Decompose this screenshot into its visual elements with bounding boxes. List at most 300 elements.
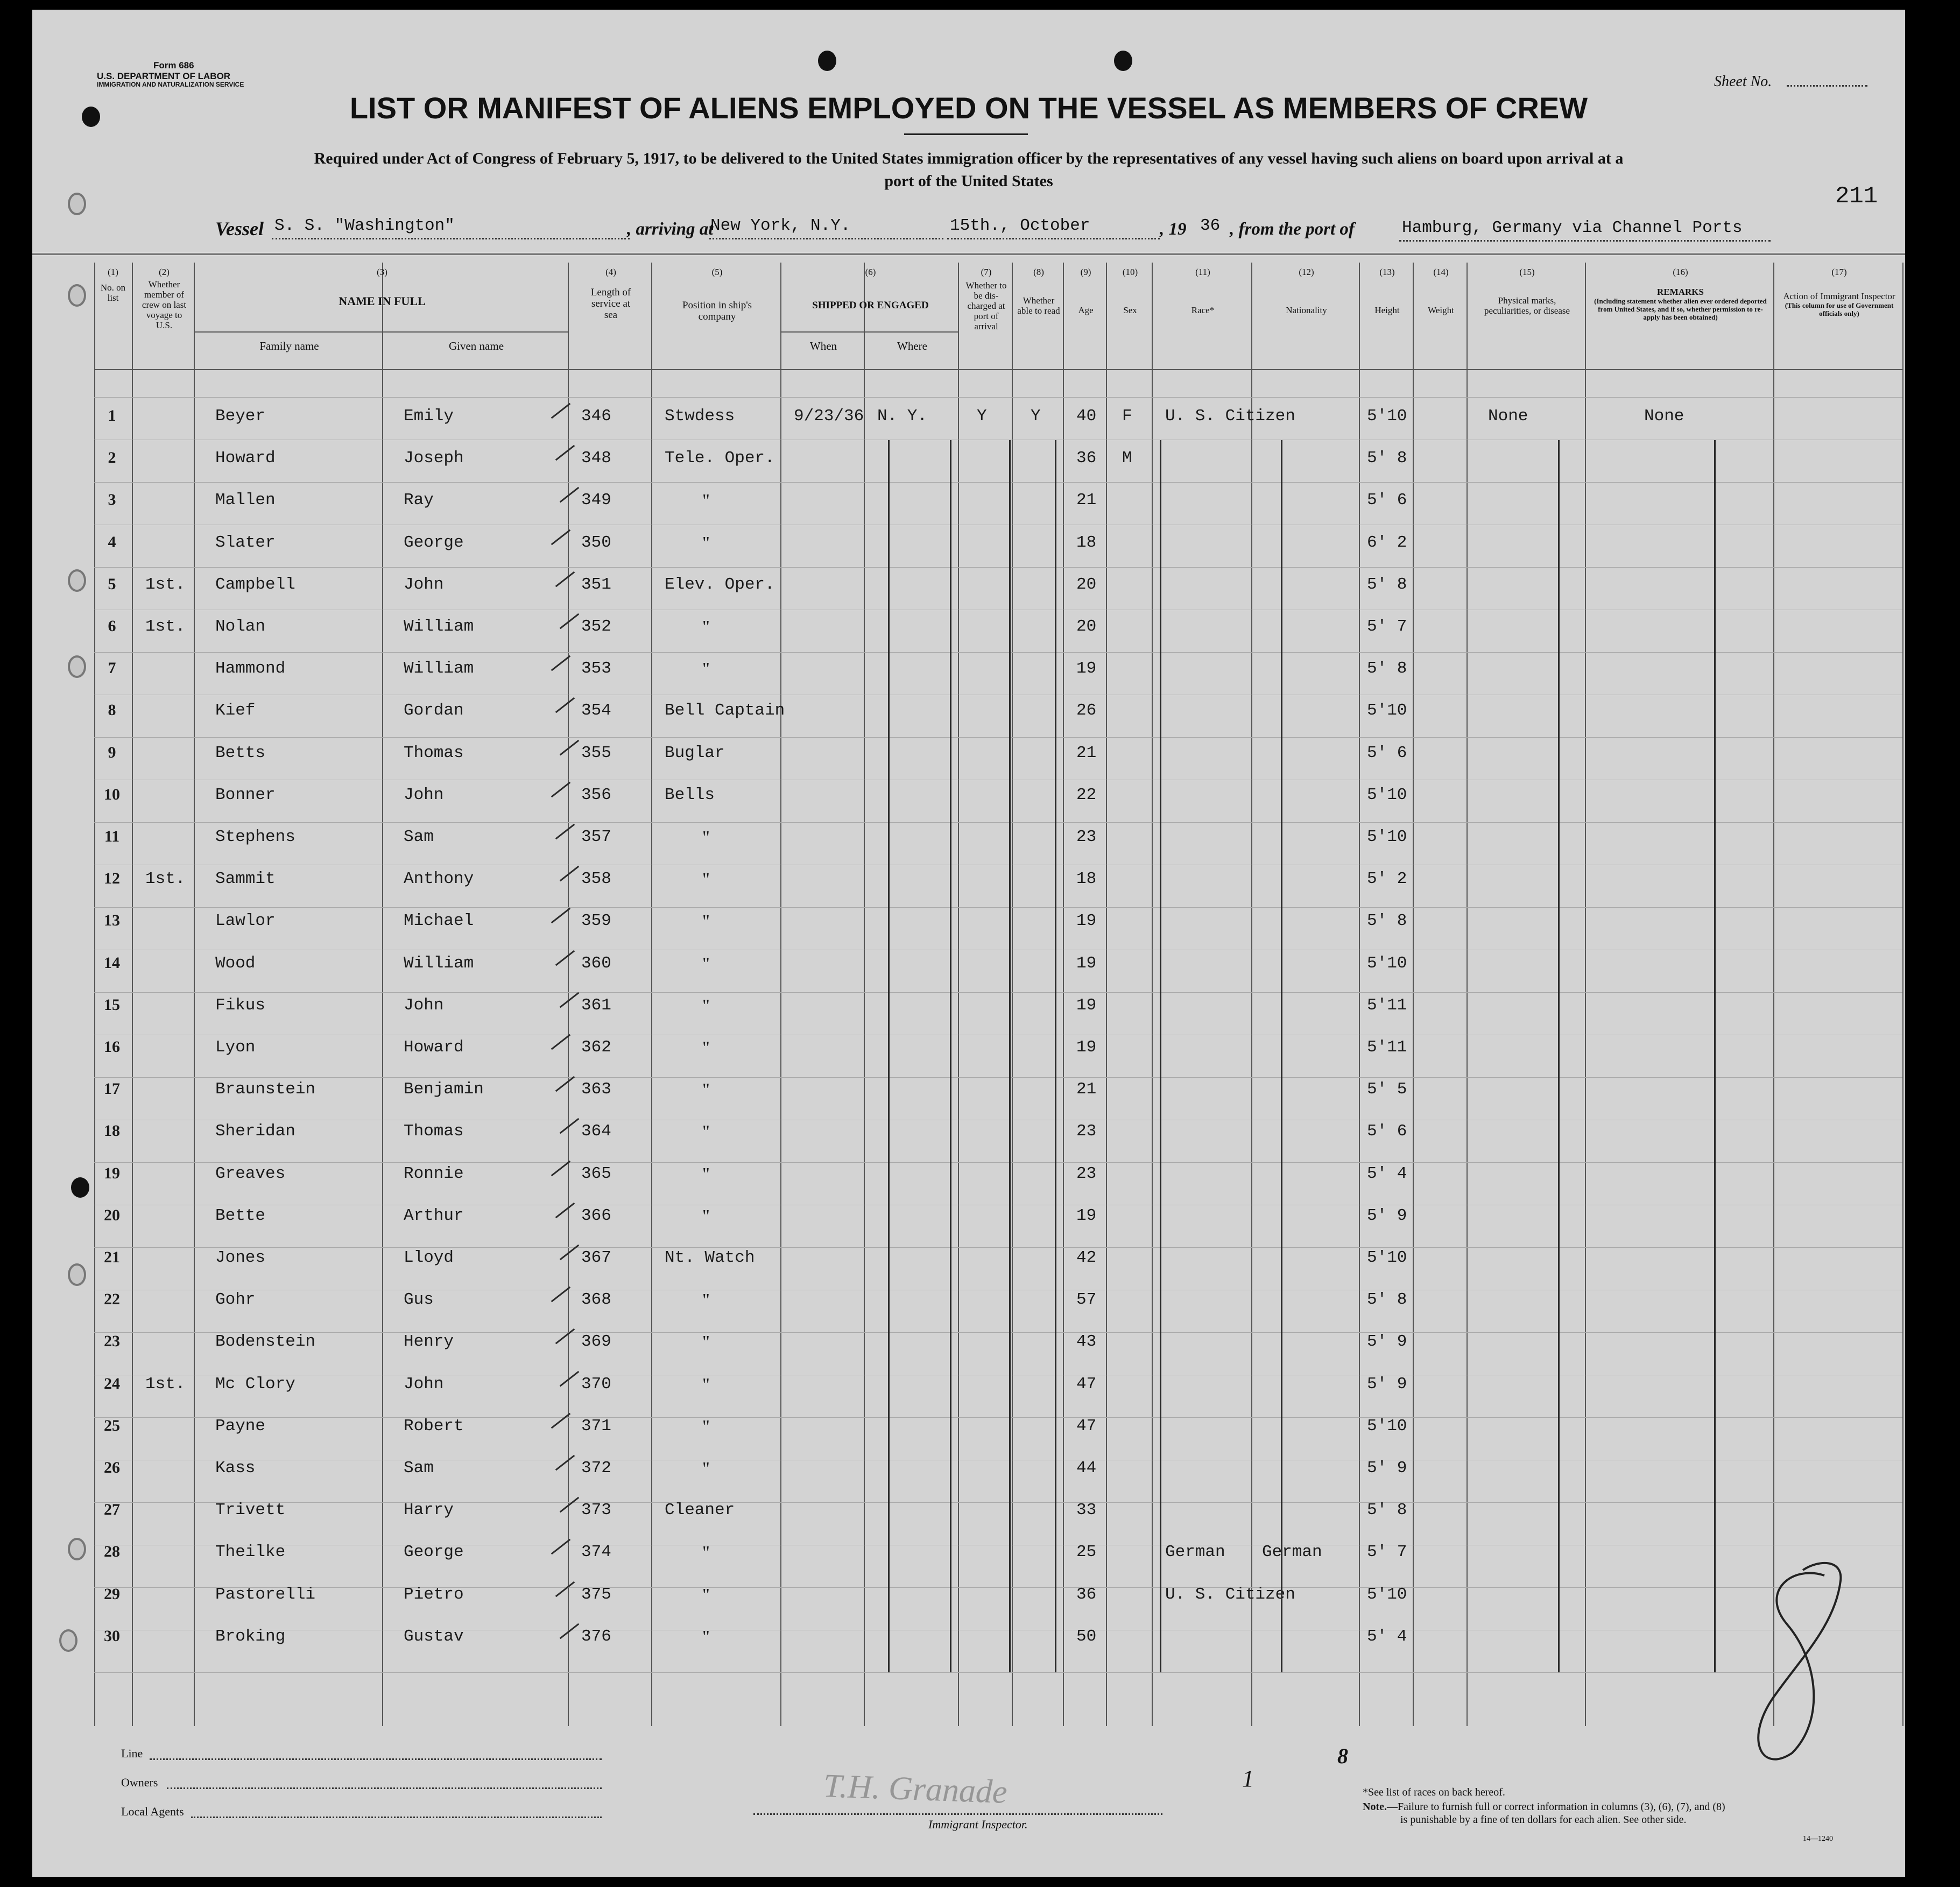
able-to-read-cell: Y — [1031, 407, 1041, 426]
age-cell: 19 — [1076, 1038, 1097, 1057]
family-name-cell: Campbell — [215, 575, 295, 594]
row-number-cell: 9 — [108, 743, 116, 761]
header-bottom-rule — [94, 369, 1902, 370]
table-row — [94, 491, 1902, 533]
family-name-cell: Theilke — [215, 1543, 286, 1562]
height-cell: 5'10 — [1367, 1248, 1407, 1267]
height-cell: 5'10 — [1367, 407, 1407, 426]
last-voyage-cell: 1st. — [145, 575, 186, 594]
position-cell: " — [702, 491, 710, 511]
line-field — [150, 1758, 602, 1760]
table-row — [94, 617, 1902, 659]
height-cell: 5' 8 — [1367, 449, 1407, 468]
height-cell: 5'11 — [1367, 995, 1407, 1015]
row-number-cell: 28 — [104, 1543, 120, 1561]
table-row — [94, 828, 1902, 870]
col-13-header: (13) Height — [1374, 267, 1400, 315]
given-name-cell: Robert — [404, 1416, 464, 1436]
height-cell: 5'10 — [1367, 1585, 1407, 1604]
service-length-cell: 367 — [581, 1248, 611, 1267]
given-name-cell: George — [404, 1543, 464, 1562]
row-number-cell: 4 — [108, 533, 116, 551]
port-label: , from the port of — [1230, 220, 1355, 239]
given-name-label: Given name — [448, 340, 504, 352]
handwritten-mark: 1 — [1242, 1765, 1254, 1792]
given-name-cell: Harry — [404, 1501, 454, 1520]
service-length-cell: 348 — [581, 449, 611, 468]
row-number-cell: 19 — [104, 1164, 120, 1182]
age-cell: 26 — [1076, 701, 1097, 720]
height-cell: 5' 7 — [1367, 1543, 1407, 1562]
height-cell: 5'10 — [1367, 953, 1407, 973]
row-number-cell: 6 — [108, 617, 116, 635]
age-cell: 18 — [1076, 870, 1097, 889]
row-number-cell: 22 — [104, 1290, 120, 1309]
position-cell: " — [702, 1374, 710, 1395]
service-length-cell: 358 — [581, 870, 611, 889]
page-title: LIST OR MANIFEST OF ALIENS EMPLOYED ON THE VESSEL AS MEMBERS OF CREW — [349, 91, 1588, 125]
row-rule — [94, 397, 1902, 398]
sex-cell: F — [1122, 407, 1132, 426]
col-9-header: (9) Age — [1078, 267, 1094, 315]
family-name-cell: Nolan — [215, 617, 266, 636]
table-row — [94, 701, 1902, 743]
last-voyage-cell: 1st. — [145, 870, 186, 889]
service-length-cell: 356 — [581, 785, 611, 804]
ditto-stroke — [1558, 440, 1560, 1672]
age-cell: 21 — [1076, 491, 1097, 510]
family-name-cell: Bodenstein — [215, 1332, 316, 1352]
header-subrule — [780, 331, 958, 333]
ditto-stroke — [1281, 440, 1282, 1672]
table-row — [94, 1080, 1902, 1122]
table-row — [94, 786, 1902, 828]
row-number-cell: 25 — [104, 1416, 120, 1434]
table-row — [94, 1038, 1902, 1080]
table-row — [94, 1543, 1902, 1585]
column-rule — [1902, 263, 1903, 1726]
given-name-cell: John — [404, 1374, 444, 1394]
given-name-cell: Benjamin — [404, 1080, 484, 1099]
family-name-cell: Kief — [215, 701, 256, 720]
row-number-cell: 12 — [104, 870, 120, 888]
title-rule — [904, 133, 1028, 135]
given-name-cell: Howard — [404, 1038, 464, 1057]
service-length-cell: 376 — [581, 1627, 611, 1646]
service-length-cell: 359 — [581, 911, 611, 931]
position-cell: " — [702, 1332, 710, 1353]
family-name-cell: Wood — [215, 953, 256, 973]
row-number-cell: 8 — [108, 701, 116, 719]
service-length-cell: 353 — [581, 659, 611, 679]
age-cell: 23 — [1076, 828, 1097, 846]
subtitle-line-1: Required under Act of Congress of February 5, 1917, to be delivered to the United States immigration officer by the representatives of any vessel having such aliens on board upon arrival at a — [314, 150, 1624, 167]
age-cell: 47 — [1076, 1374, 1097, 1394]
col-4-header: (4) Length of service at sea — [590, 267, 631, 321]
table-row — [94, 449, 1902, 491]
service-length-cell: 354 — [581, 701, 611, 720]
race-cell: U. S. Citizen — [1165, 407, 1295, 426]
given-name-cell: Joseph — [404, 449, 464, 468]
position-cell: " — [702, 911, 710, 932]
binder-ring — [68, 655, 86, 678]
row-number-cell: 27 — [104, 1501, 120, 1519]
note-label: Note. — [1363, 1801, 1387, 1813]
punch-hole-side — [71, 1177, 89, 1198]
col-16-header: (16) REMARKS (Including statement whether alien ever ordered deported from United States, and if so, whether permission to re-apply has been obtained) — [1594, 267, 1767, 321]
given-name-cell: William — [404, 659, 474, 679]
age-cell: 19 — [1076, 953, 1097, 973]
arrival-date: 15th., October — [950, 216, 1090, 235]
table-row — [94, 1164, 1902, 1206]
ditto-stroke — [1160, 440, 1161, 1672]
table-row — [94, 1375, 1902, 1417]
service-length-cell: 374 — [581, 1543, 611, 1562]
table-row — [94, 1585, 1902, 1627]
when-label: When — [809, 340, 837, 352]
line-label: Line — [121, 1747, 143, 1760]
position-cell: " — [702, 828, 710, 847]
table-row — [94, 659, 1902, 701]
last-voyage-cell: 1st. — [145, 1374, 186, 1394]
col-3-header: (3) — [377, 267, 387, 277]
where-label: Where — [897, 340, 927, 352]
vessel-name: S. S. "Washington" — [274, 216, 455, 235]
service-length-cell: 349 — [581, 491, 611, 510]
row-number-cell: 7 — [108, 659, 116, 677]
height-cell: 5'10 — [1367, 701, 1407, 720]
row-number-cell: 14 — [104, 953, 120, 972]
table-row — [94, 870, 1902, 911]
position-cell: " — [702, 1038, 710, 1058]
position-cell: " — [702, 1164, 710, 1184]
age-cell: 36 — [1076, 1585, 1097, 1604]
given-name-cell: Sam — [404, 1459, 434, 1478]
position-cell: " — [702, 1206, 710, 1226]
col-17-header: (17) Action of Immigrant Inspector (This column for use of Government officials only) — [1783, 267, 1895, 317]
family-name-cell: Payne — [215, 1416, 266, 1436]
table-row — [94, 1290, 1902, 1332]
row-number-cell: 23 — [104, 1332, 120, 1351]
height-cell: 5' 4 — [1367, 1164, 1407, 1183]
col-7-header: (7) Whether to be dis-charged at port of arrival — [965, 267, 1007, 331]
inspector-signature-line — [753, 1813, 1162, 1815]
race-cell: German — [1165, 1543, 1225, 1562]
service-length-cell: 375 — [581, 1585, 611, 1604]
age-cell: 36 — [1076, 449, 1097, 468]
service-length-cell: 350 — [581, 533, 611, 552]
given-name-cell: Gordan — [404, 701, 464, 720]
given-name-cell: Anthony — [404, 870, 474, 889]
family-name-cell: Hammond — [215, 659, 286, 679]
family-name-cell: Gohr — [215, 1290, 256, 1310]
row-number-cell: 2 — [108, 449, 116, 467]
col-2-header: (2) Whether member of crew on last voyage to U.S. — [142, 267, 187, 330]
last-voyage-cell: 1st. — [145, 617, 186, 636]
service-length-cell: 346 — [581, 407, 611, 426]
table-row — [94, 1248, 1902, 1290]
owners-field — [167, 1787, 602, 1789]
family-name-cell: Bette — [215, 1206, 266, 1225]
header-subrule — [194, 331, 568, 333]
shipped-engaged-label: SHIPPED OR ENGAGED — [812, 300, 929, 311]
height-cell: 5' 6 — [1367, 1122, 1407, 1141]
given-name-cell: Ronnie — [404, 1164, 464, 1183]
given-name-cell: Lloyd — [404, 1248, 454, 1267]
position-cell: " — [702, 659, 710, 680]
height-cell: 5' 6 — [1367, 491, 1407, 510]
row-number-cell: 13 — [104, 911, 120, 930]
col-1-header: (1) No. on list — [100, 267, 126, 303]
family-name-cell: Fikus — [215, 995, 266, 1015]
position-cell: " — [702, 1585, 710, 1605]
physical-marks-cell: None — [1488, 407, 1528, 426]
owners-label: Owners — [121, 1776, 158, 1789]
race-cell: U. S. Citizen — [1165, 1585, 1295, 1604]
height-cell: 5' 9 — [1367, 1206, 1407, 1225]
crew-table — [94, 263, 1905, 1726]
departure-port: Hamburg, Germany via Channel Ports — [1402, 218, 1743, 237]
name-in-full-label: NAME IN FULL — [339, 294, 426, 308]
position-cell: " — [702, 1080, 710, 1100]
position-cell: " — [702, 1627, 710, 1647]
height-cell: 6' 2 — [1367, 533, 1407, 552]
departure-port-underline — [1399, 240, 1771, 242]
row-number-cell: 1 — [108, 407, 116, 425]
position-cell: " — [702, 533, 710, 553]
row-rule — [94, 1672, 1902, 1673]
arrival-date-underline — [947, 238, 1160, 239]
family-name-cell: Pastorelli — [215, 1585, 316, 1604]
col-11-header: (11) Race* — [1191, 267, 1215, 315]
position-cell: " — [702, 1459, 710, 1479]
given-name-cell: William — [404, 617, 474, 636]
year-prefix: , 19 — [1160, 220, 1187, 239]
given-name-cell: John — [404, 785, 444, 804]
age-cell: 22 — [1076, 785, 1097, 804]
row-number-cell: 21 — [104, 1248, 120, 1266]
height-cell: 5'10 — [1367, 785, 1407, 804]
check-mark-icon — [551, 403, 571, 419]
position-cell: " — [702, 1122, 710, 1142]
given-name-cell: John — [404, 995, 444, 1015]
service-length-cell: 351 — [581, 575, 611, 594]
discharged-cell: Y — [977, 407, 987, 426]
row-number-cell: 17 — [104, 1080, 120, 1098]
row-number-cell: 15 — [104, 995, 120, 1014]
row-number-cell: 26 — [104, 1459, 120, 1476]
service-length-cell: 373 — [581, 1501, 611, 1520]
age-cell: 21 — [1076, 1080, 1097, 1099]
position-cell: " — [702, 617, 710, 637]
table-row — [94, 1459, 1902, 1501]
remarks-cell: None — [1644, 407, 1684, 426]
manifest-sheet — [32, 10, 1905, 1877]
given-name-cell: Ray — [404, 491, 434, 510]
service-length-cell: 357 — [581, 828, 611, 846]
height-cell: 5' 2 — [1367, 870, 1407, 889]
note-text-2: is punishable by a fine of ten dollars for each alien. See other side. — [1400, 1814, 1687, 1826]
service-length-cell: 371 — [581, 1416, 611, 1436]
age-cell: 47 — [1076, 1416, 1097, 1436]
col-5-header: (5) Position in ship's company — [682, 267, 752, 322]
height-cell: 5' 9 — [1367, 1374, 1407, 1394]
family-name-cell: Greaves — [215, 1164, 286, 1183]
position-cell: Stwdess — [665, 407, 735, 426]
height-cell: 5'10 — [1367, 828, 1407, 846]
age-cell: 40 — [1076, 407, 1097, 426]
row-number-cell: 10 — [104, 785, 120, 803]
family-name-cell: Broking — [215, 1627, 286, 1646]
punch-hole-top-left — [818, 51, 836, 71]
binder-ring — [68, 569, 86, 592]
age-cell: 42 — [1076, 1248, 1097, 1267]
age-cell: 20 — [1076, 617, 1097, 636]
table-row — [94, 1417, 1902, 1459]
inspector-signature: T.H. Granade — [822, 1768, 1008, 1811]
height-cell: 5' 7 — [1367, 617, 1407, 636]
immigrant-inspector-label: Immigrant Inspector. — [928, 1818, 1028, 1831]
penalty-note — [1363, 1800, 1725, 1826]
row-number-cell: 18 — [104, 1122, 120, 1140]
handwritten-count: 8 — [1337, 1744, 1348, 1768]
height-cell: 5'10 — [1367, 1416, 1407, 1436]
punch-hole-top-right — [1114, 51, 1132, 71]
service-length-cell: 363 — [581, 1080, 611, 1099]
age-cell: 57 — [1076, 1290, 1097, 1310]
position-cell: Bell Captain — [665, 701, 785, 720]
height-cell: 5' 8 — [1367, 1501, 1407, 1520]
table-row — [94, 575, 1902, 617]
given-name-cell: Sam — [404, 828, 434, 846]
sheet-number-line — [1787, 85, 1867, 87]
family-name-cell: Stephens — [215, 828, 295, 846]
given-name-cell: Arthur — [404, 1206, 464, 1225]
given-name-cell: Henry — [404, 1332, 454, 1352]
service-length-cell: 369 — [581, 1332, 611, 1352]
table-row — [94, 407, 1902, 449]
table-row — [94, 911, 1902, 953]
form-number: Form 686 — [153, 60, 194, 70]
arrival-year: 36 — [1200, 216, 1221, 235]
row-number-cell: 11 — [104, 828, 120, 845]
service-length-cell: 366 — [581, 1206, 611, 1225]
position-cell: " — [702, 1543, 710, 1563]
row-number-cell: 20 — [104, 1206, 120, 1224]
age-cell: 19 — [1076, 1206, 1097, 1225]
binder-ring — [68, 1263, 86, 1286]
arriving-label: , arriving at — [627, 220, 714, 239]
family-name-cell: Beyer — [215, 407, 266, 426]
vessel-underline — [272, 238, 630, 239]
ditto-stroke — [1055, 440, 1056, 1672]
age-cell: 50 — [1076, 1627, 1097, 1646]
given-name-cell: Thomas — [404, 743, 464, 762]
family-name-cell: Betts — [215, 743, 266, 762]
shipped-when-cell: 9/23/36 — [794, 407, 864, 426]
table-row — [94, 1501, 1902, 1543]
height-cell: 5' 9 — [1367, 1459, 1407, 1478]
table-row — [94, 1206, 1902, 1248]
height-cell: 5' 4 — [1367, 1627, 1407, 1646]
family-name-cell: Trivett — [215, 1501, 286, 1520]
service-length-cell: 370 — [581, 1374, 611, 1394]
family-name-cell: Sheridan — [215, 1122, 295, 1141]
height-cell: 5' 8 — [1367, 659, 1407, 679]
age-cell: 44 — [1076, 1459, 1097, 1478]
position-cell: Buglar — [665, 743, 725, 762]
age-cell: 19 — [1076, 995, 1097, 1015]
age-cell: 25 — [1076, 1543, 1097, 1562]
service-length-cell: 360 — [581, 953, 611, 973]
nationality-cell: German — [1262, 1543, 1322, 1562]
row-number-cell: 16 — [104, 1038, 120, 1056]
height-cell: 5' 8 — [1367, 575, 1407, 594]
binder-ring — [59, 1629, 77, 1652]
age-cell: 18 — [1076, 533, 1097, 552]
row-number-cell: 5 — [108, 575, 116, 593]
binder-ring — [68, 193, 86, 215]
family-name-label: Family name — [259, 340, 319, 352]
ditto-stroke — [888, 440, 890, 1672]
given-name-cell: Gus — [404, 1290, 434, 1310]
position-cell: Bells — [665, 785, 715, 804]
height-cell: 5'11 — [1367, 1038, 1407, 1057]
position-cell: " — [702, 1416, 710, 1437]
height-cell: 5' 5 — [1367, 1080, 1407, 1099]
service-length-cell: 368 — [581, 1290, 611, 1310]
subtitle-line-2: port of the United States — [884, 172, 1053, 190]
age-cell: 20 — [1076, 575, 1097, 594]
height-cell: 5' 8 — [1367, 911, 1407, 931]
row-number-cell: 24 — [104, 1374, 120, 1393]
given-name-cell: Thomas — [404, 1122, 464, 1141]
ditto-stroke — [1714, 440, 1716, 1672]
table-row — [94, 1627, 1902, 1669]
arrival-port: New York, N.Y. — [710, 216, 851, 235]
row-number-cell: 30 — [104, 1627, 120, 1645]
position-cell: Elev. Oper. — [665, 575, 775, 594]
local-agents-label: Local Agents — [121, 1805, 184, 1818]
vessel-label: Vessel — [215, 218, 264, 239]
service-length-cell: 364 — [581, 1122, 611, 1141]
given-name-cell: Pietro — [404, 1585, 464, 1604]
age-cell: 23 — [1076, 1122, 1097, 1141]
binder-ring — [68, 1538, 86, 1560]
position-cell: Nt. Watch — [665, 1248, 755, 1267]
position-cell: " — [702, 995, 710, 1016]
ditto-stroke — [1009, 440, 1011, 1672]
table-row — [94, 744, 1902, 786]
family-name-cell: Kass — [215, 1459, 256, 1478]
sex-cell: M — [1122, 449, 1132, 468]
age-cell: 43 — [1076, 1332, 1097, 1352]
table-row — [94, 996, 1902, 1038]
given-name-cell: Gustav — [404, 1627, 464, 1646]
service-length-cell: 352 — [581, 617, 611, 636]
service-length-cell: 362 — [581, 1038, 611, 1057]
family-name-cell: Mc Clory — [215, 1374, 295, 1394]
shipped-where-cell: N. Y. — [877, 407, 928, 426]
position-cell: " — [702, 1290, 710, 1311]
given-name-cell: Emily — [404, 407, 454, 426]
family-name-cell: Jones — [215, 1248, 266, 1267]
sheet-number-label: Sheet No. — [1714, 73, 1772, 90]
arrival-port-underline — [709, 238, 943, 239]
service-length-cell: 372 — [581, 1459, 611, 1478]
table-row — [94, 533, 1902, 575]
position-cell: " — [702, 870, 710, 890]
